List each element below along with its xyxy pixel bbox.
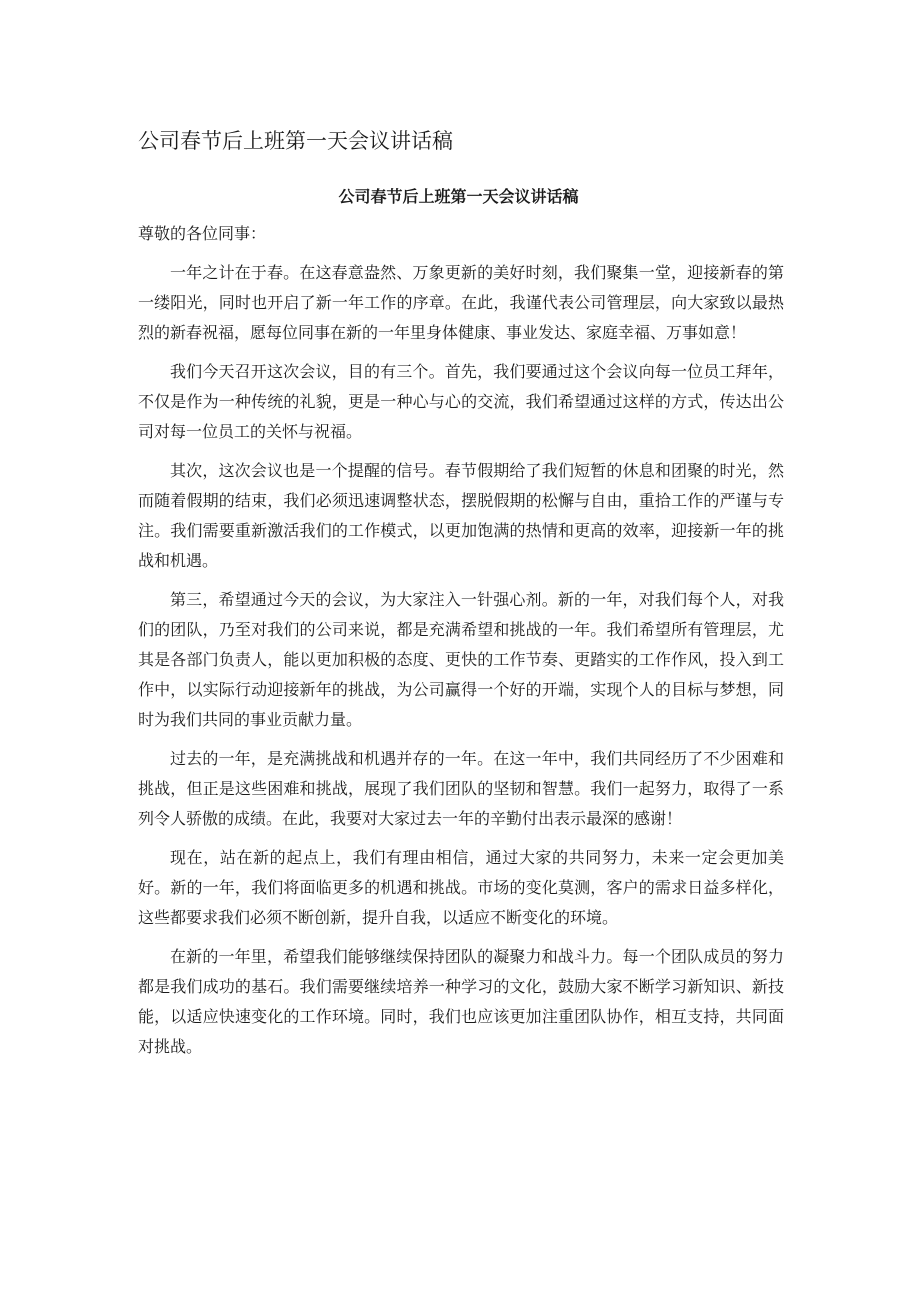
paragraph: 过去的一年，是充满挑战和机遇并存的一年。在这一年中，我们共同经历了不少困难和挑战，但正是这些困难和挑战，展现了我们团队的坚韧和智慧。我们一起努力，取得了一系列令人骄傲的成绩。在此，我要对大家过去一年的辛勤付出表示最深的感谢！ — [138, 749, 784, 828]
greeting: 尊敬的各位同事： — [138, 224, 267, 243]
speech-heading: 公司春节后上班第一天会议讲话稿 — [338, 187, 579, 206]
paragraph: 我们今天召开这次会议，目的有三个。首先，我们要通过这个会议向每一位员工拜年，不仅是作为一种传统的礼貌，更是一种心与心的交流，我们希望通过这样的方式，传达出公司对每一位员工的关怀与祝福。 — [138, 362, 784, 441]
paragraph: 在新的一年里，希望我们能够继续保持团队的凝聚力和战斗力。每一个团队成员的努力都是我们成功的基石。我们需要继续培养一种学习的文化，鼓励大家不断学习新知识、新技能，以适应快速变化的工作环境。同时，我们也应该更加注重团队协作，相互支持，共同面对挑战。 — [138, 947, 784, 1056]
paragraph: 一年之计在于春。在这春意盎然、万象更新的美好时刻，我们聚集一堂，迎接新春的第一缕阳光，同时也开启了新一年工作的序章。在此，我谨代表公司管理层，向大家致以最热烈的新春祝福，愿每位同事在新的一年里身体健康、事业发达、家庭幸福、万事如意！ — [138, 263, 784, 342]
paragraph: 现在，站在新的起点上，我们有理由相信，通过大家的共同努力，未来一定会更加美好。新的一年，我们将面临更多的机遇和挑战。市场的变化莫测，客户的需求日益多样化，这些都要求我们必须不断创新，提升自我，以适应不断变化的环境。 — [138, 848, 784, 927]
document-title: 公司春节后上班第一天会议讲话稿 — [138, 129, 453, 153]
paragraph: 第三，希望通过今天的会议，为大家注入一针强心剂。新的一年，对我们每个人，对我们的团队，乃至对我们的公司来说，都是充满希望和挑战的一年。我们希望所有管理层，尤其是各部门负责人，能以更加积极的态度、更快的工作节奏、更踏实的工作作风，投入到工作中，以实际行动迎接新年的挑战，为公司赢得一个好的开端，实现个人的目标与梦想，同时为我们共同的事业贡献力量。 — [138, 590, 784, 729]
speech-body — [138, 258, 784, 1071]
paragraph: 其次，这次会议也是一个提醒的信号。春节假期给了我们短暂的休息和团聚的时光，然而随着假期的结束，我们必须迅速调整状态，摆脱假期的松懈与自由，重拾工作的严谨与专注。我们需要重新激活我们的工作模式，以更加饱满的热情和更高的效率，迎接新一年的挑战和机遇。 — [138, 461, 784, 570]
